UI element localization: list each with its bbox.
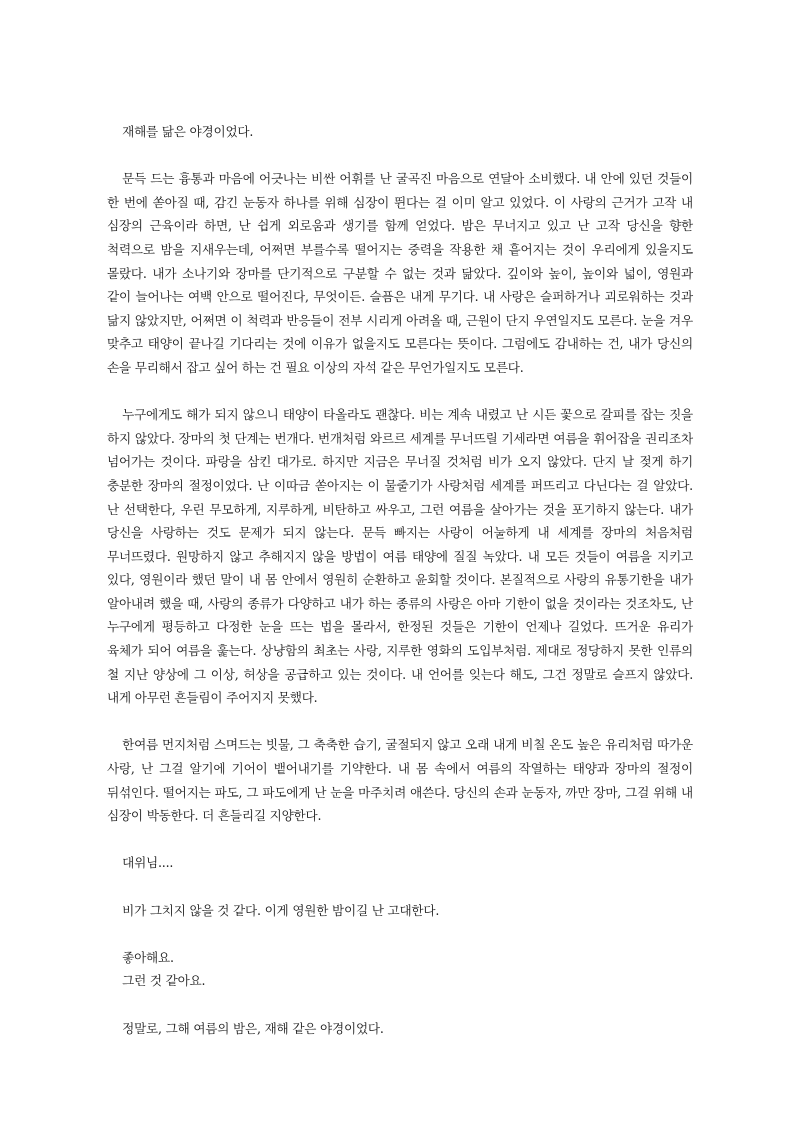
paragraph-3: 한여름 먼지처럼 스며드는 빗물, 그 축축한 습기, 굴절되지 않고 오래 내게 비칠 온도 높은 유리처럼 따가운 사랑, 난 그걸 알기에 기어이 뱉어내기를 기약한다. 내 몸 속에서 여름의 작열하는 태양과 장마의 절정이 뒤섞인다. 떨어지는 파도, 그 파도에게 난 눈을 마주치려 애쓴다. 당신의 손과 눈동자, 까만 장마, 그걸 위해 내 심장이 박동한다. 더 흔들리길 지양한다. (107, 737, 693, 824)
document-body (107, 120, 693, 1064)
dialogue-line-4: 그런 것 같아요. (122, 973, 206, 989)
dialogue-line-2: 비가 그치지 않을 것 같다. 이게 영원한 밤이길 난 고대한다. (122, 902, 440, 918)
opening-line: 재해를 닮은 야경이었다. (122, 124, 254, 139)
closing-line: 정말로, 그해 여름의 밤은, 재해 같은 야경이었다. (122, 1020, 384, 1036)
dialogue-line-1: 대위님.... (122, 855, 174, 871)
dialogue-line-3: 좋아해요. (122, 949, 174, 965)
paragraph-1: 문득 드는 흉통과 마음에 어긋나는 비싼 어휘를 난 굴곡진 마음으로 연달아 소비했다. 내 안에 있던 것들이 한 번에 쏟아질 때, 감긴 눈동자 하나를 위해 심장이 뛴다는 걸 이미 알고 있었다. 이 사랑의 근거가 고작 내 심장의 근육이라 하면, 난 쉽게 외로움과 생기를 함께 얻었다. 밤은 무너지고 있고 난 고작 당신을 향한 척력으로 밤을 지새우는데, 어쩌면 부를수록 떨어지는 중력을 작용한 채 흩어지는 것이 우리에게 있을지도 몰랐다. 내가 소나기와 장마를 단기적으로 구분할 수 없는 것과 닮았다. 깊이와 높이, 높이와 넓이, 영원과 같이 늘어나는 여백 안으로 떨어진다, 무엇이든. 슬픔은 내게 무기다. 내 사랑은 슬퍼하거나 괴로워하는 것과 닮지 않았지만, 어쩌면 이 척력과 반응들이 전부 시리게 아려올 때, 근원이 단지 우연일지도 모른다. 눈을 겨우 맞추고 태양이 끝나길 기다리는 것에 이유가 없을지도 모른다는 뜻이다. 그럼에도 감내하는 건, 내가 당신의 손을 무리해서 잡고 싶어 하는 건 필요 이상의 자석 같은 무언가일지도 모른다. (107, 171, 693, 375)
paragraph-2: 누구에게도 해가 되지 않으니 태양이 타올라도 괜찮다. 비는 계속 내렸고 난 시든 꽃으로 갈피를 잡는 짓을 하지 않았다. 장마의 첫 단계는 번개다. 번개처럼 와르르 세계를 무너뜨릴 기세라면 여름을 휘어잡을 권리조차 넘어가는 것이다. 파랑을 삼킨 대가로. 하지만 지금은 무너질 것처럼 비가 오지 않았다. 단지 날 젖게 하기 충분한 장마의 절정이었다. 난 이따금 쏟아지는 이 물줄기가 사랑처럼 세계를 퍼뜨리고 다닌다는 걸 알았다. 난 선택한다, 우린 무모하게, 지루하게, 비탄하고 싸우고, 그런 여름을 살아가는 것을 포기하지 않는다. 내가 당신을 사랑하는 것도 문제가 되지 않는다. 문득 빠지는 사랑이 어눌하게 내 세계를 장마의 처음처럼 무너뜨렸다. 원망하지 않고 추해지지 않을 방법이 여름 태양에 질질 녹았다. 내 모든 것들이 여름을 지키고 있다, 영원이라 했던 말이 내 몸 안에서 영원히 순환하고 윤회할 것이다. 본질적으로 사랑의 유통기한을 내가 알아내려 했을 때, 사랑의 종류가 다양하고 내가 하는 종류의 사랑은 아마 기한이 없을 것이라는 것조차도, 난 누구에게 평등하고 다정한 눈을 뜨는 법을 몰라서, 한정된 것들은 기한이 언제나 길었다. 뜨거운 유리가 육체가 되어 여름을 훑는다. 상냥함의 최초는 사랑, 지루한 영화의 도입부처럼. 제대로 정당하지 못한 인류의 철 지난 양상에 그 이상, 허상을 공급하고 있는 것이다. 내 언어를 잊는다 해도, 그건 정말로 슬프지 않았다. 내게 아무런 흔들림이 주어지지 못했다. (107, 407, 693, 706)
